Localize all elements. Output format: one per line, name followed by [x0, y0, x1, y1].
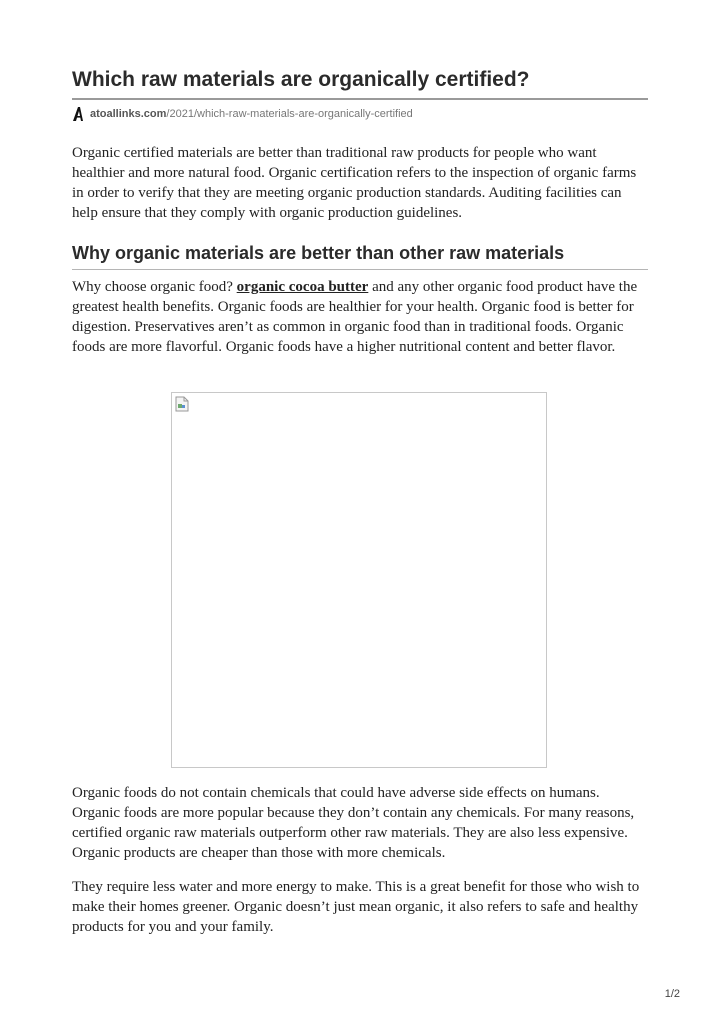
title-divider	[72, 98, 648, 100]
paragraph-2-rest: and any other organic food product have the greatest health benefits. Organic foods are healthier for your health. Organic food is better for digestion. Preservatives aren’t as common in organic food than in traditional foods. Organic foods are more flavorful. Organic foods have a higher nutritional content and better flavor.	[72, 279, 638, 355]
article-image-placeholder	[171, 392, 547, 768]
section-heading: Why organic materials are better than other raw materials	[72, 243, 565, 263]
body-paragraph-3: Organic foods do not contain chemicals that could have adverse side effects on humans. Organic foods are more popular because they don’t contain any chemicals. For many reasons, certified organic raw materials outperform other raw materials. They are also less expensive. Organic products are cheaper than those with more chemicals.	[72, 785, 635, 861]
atoallinks-logo-icon	[72, 106, 84, 122]
source-line[interactable]	[72, 106, 413, 122]
source-domain[interactable]: atoallinks.com	[90, 108, 167, 120]
broken-image-icon	[175, 396, 189, 412]
body-paragraph-2	[72, 277, 648, 357]
page-title: Which raw materials are organically certified?	[72, 68, 530, 91]
page-number: 1/2	[664, 988, 680, 1000]
source-path[interactable]: /2021/which-raw-materials-are-organically-certified	[166, 108, 413, 120]
intro-paragraph: Organic certified materials are better than traditional raw products for people who want healthier and more natural food. Organic certification refers to the inspection of organic farms in order to verify that they are meeting organic production standards. Auditing facilities can help ensure that they comply with organic production guidelines.	[72, 145, 637, 221]
paragraph-2-lead: Why choose organic food?	[72, 279, 237, 295]
body-paragraph-4: They require less water and more energy to make. This is a great benefit for those who wish to make their homes greener. Organic doesn’t just mean organic, it also refers to safe and healthy products for you and your family.	[72, 879, 640, 935]
organic-cocoa-butter-link[interactable]: organic cocoa butter	[236, 279, 369, 295]
section-divider	[72, 269, 648, 270]
